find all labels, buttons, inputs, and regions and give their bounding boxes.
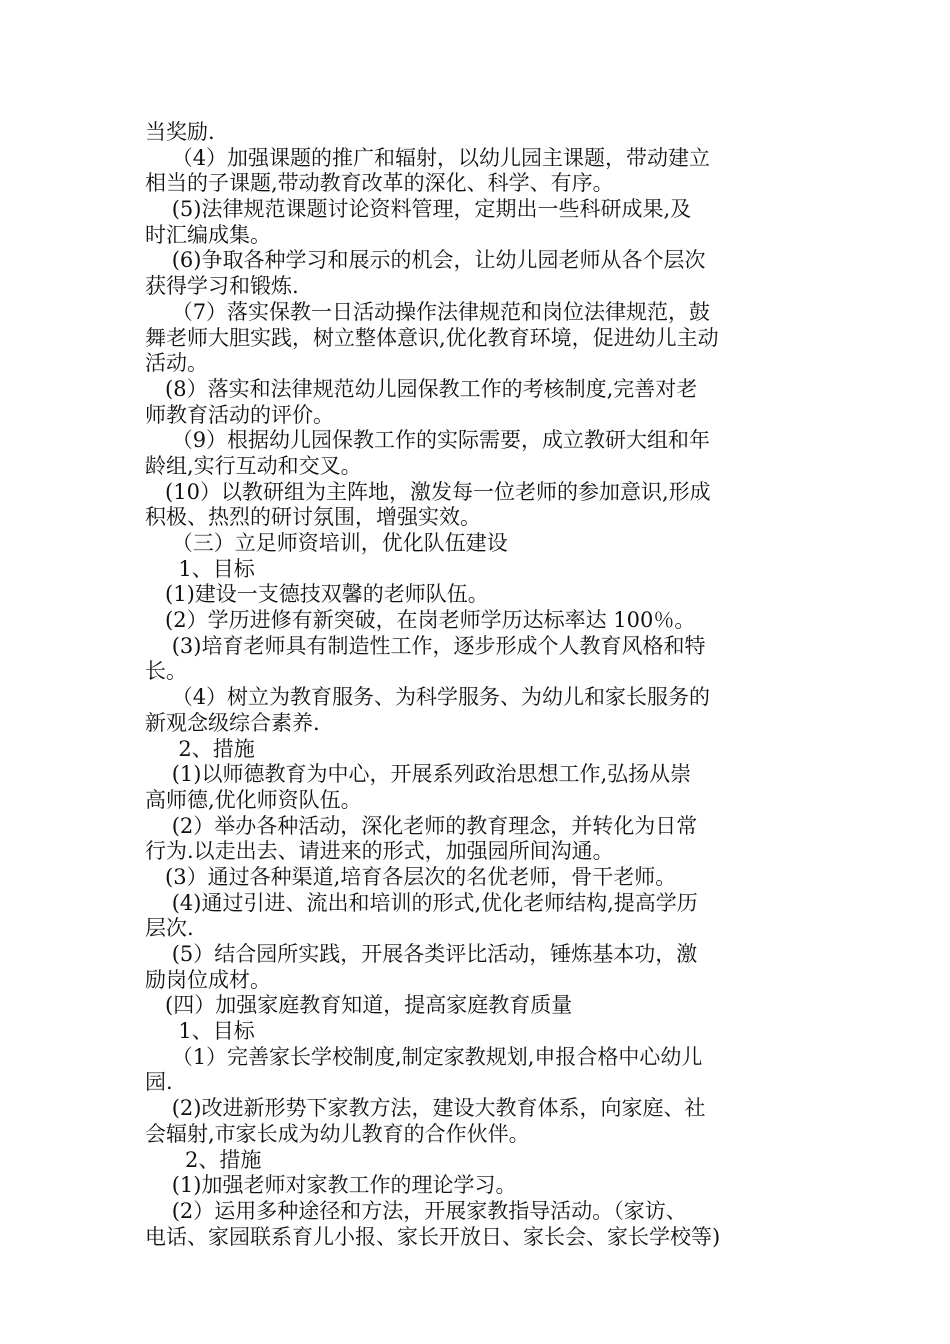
text-line: (10）以教研组为主阵地，激发每一位老师的参加意识,形成 (145, 479, 711, 504)
text-line: （1）完善家长学校制度,制定家教规划,申报合格中心幼儿 (145, 1044, 703, 1069)
text-line: （4）树立为教育服务、为科学服务、为幼儿和家长服务的 (145, 685, 711, 710)
text-line: （9）根据幼儿园保教工作的实际需要，成立教研大组和年 (145, 428, 711, 453)
text-line: 当奖励. (145, 120, 215, 144)
text-line: (1)加强老师对家教工作的理论学习。 (145, 1173, 517, 1198)
text-line: 会辐射,市家长成为幼儿教育的合作伙伴。 (145, 1121, 530, 1146)
text-line: 师教育活动的评价。 (145, 402, 334, 427)
text-line: 时汇编成集。 (145, 222, 271, 247)
text-line: （4）加强课题的推广和辐射，以幼儿园主课题，带动建立 (145, 145, 711, 170)
text-line: 园. (145, 1070, 173, 1095)
section-heading: （三）立足师资培训，优化队伍建设 (145, 531, 508, 555)
text-line: (3)培育老师具有制造性工作，逐步形成个人教育风格和特 (145, 633, 706, 658)
text-line: (2）学历进修有新突破，在岗老师学历达标率达 100％。 (145, 608, 696, 633)
text-line: (1)以师德教育为中心，开展系列政治思想工作,弘扬从崇 (145, 762, 692, 787)
subsection-heading: 2、措施 (145, 1147, 262, 1172)
text-line: 层次. (145, 916, 194, 941)
text-line: 电话、家园联系育儿小报、家长开放日、家长会、家长学校等) (145, 1224, 721, 1249)
text-line: 获得学习和锻炼. (145, 274, 299, 299)
subsection-heading: 1、目标 (145, 1019, 255, 1044)
text-line: 励岗位成材。 (145, 967, 271, 992)
text-line: (5）结合园所实践，开展各类评比活动，锤炼基本功，激 (145, 942, 698, 966)
text-line: 舞老师大胆实践，树立整体意识,优化教育环境，促进幼儿主动 (145, 325, 719, 350)
text-line: (3）通过各种渠道,培育各层次的名优老师，骨干老师。 (145, 864, 677, 889)
text-line: 积极、热烈的研讨氛围，增强实效。 (145, 505, 481, 530)
text-line: (1)建设一支德技双馨的老师队伍。 (145, 582, 489, 607)
body-text (145, 120, 815, 1250)
text-line: 行为.以走出去、请进来的形式，加强园所间沟通。 (145, 839, 614, 864)
text-line: (2）举办各种活动，深化老师的教育理念，并转化为日常 (145, 813, 698, 838)
text-line: （7）落实保教一日活动操作法律规范和岗位法律规范，鼓 (145, 299, 711, 324)
text-line: 长。 (145, 659, 187, 684)
text-line: (6)争取各种学习和展示的机会，让幼儿园老师从各个层次 (145, 248, 706, 273)
text-line: (2）运用多种途径和方法，开展家教指导活动。（家访、 (145, 1198, 687, 1223)
text-line: 龄组,实行互动和交叉。 (145, 453, 362, 478)
text-line: 活动。 (145, 351, 208, 376)
text-line: (8）落实和法律规范幼儿园保教工作的考核制度,完善对老 (145, 376, 698, 401)
subsection-heading: 1、目标 (145, 556, 255, 581)
text-line: 高师德,优化师资队伍。 (145, 787, 362, 812)
text-line: (5)法律规范课题讨论资料管理，定期出一些科研成果,及 (145, 197, 692, 222)
subsection-heading: 2、措施 (145, 736, 255, 761)
text-line: (2)改进新形势下家教方法，建设大教育体系，向家庭、社 (145, 1096, 706, 1121)
text-line: 新观念级综合素养. (145, 710, 320, 735)
text-line: (4)通过引进、流出和培训的形式,优化老师结构,提高学历 (145, 890, 698, 915)
text-line: 相当的子课题,带动教育改革的深化、科学、有序。 (145, 171, 614, 196)
section-heading: (四）加强家庭教育知道，提高家庭教育质量 (145, 993, 573, 1018)
